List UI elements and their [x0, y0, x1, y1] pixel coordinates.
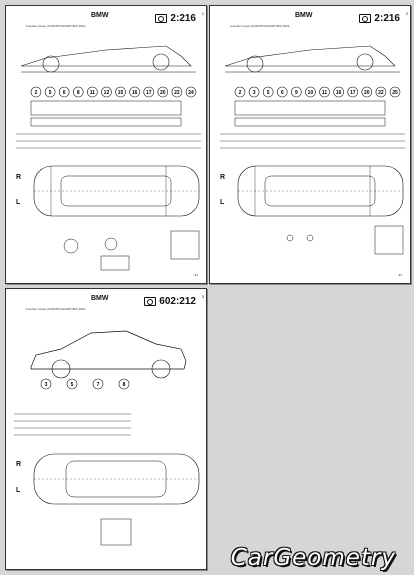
measurement-point-row [31, 87, 196, 97]
point-number: 12 [103, 90, 110, 96]
point-number: 17 [349, 90, 356, 96]
brand-label: BMW [91, 12, 109, 19]
right-side-label: R [16, 461, 22, 468]
point-number: 15 [117, 90, 124, 96]
sheet-index: 3 [201, 294, 204, 299]
point-number: 8 [76, 90, 80, 96]
point-number: 2 [34, 90, 38, 96]
underbody-diagram [6, 6, 206, 283]
left-side-label: L [16, 199, 21, 206]
reference-code: 602:212 [144, 296, 196, 307]
measurement-point-row [235, 87, 400, 97]
diagram-page-2 [209, 5, 411, 284]
point-number: 3 [252, 90, 256, 96]
point-number: 9 [294, 90, 298, 96]
point-number: 11 [321, 90, 328, 96]
page-number: 97 [194, 273, 198, 277]
point-number: 17 [145, 90, 152, 96]
right-side-label: R [16, 174, 22, 181]
point-number: 22 [378, 90, 384, 96]
point-number: 16 [335, 90, 342, 96]
reference-code: 2:216 [155, 13, 196, 24]
underbody-diagram [210, 6, 410, 283]
point-number: 6 [62, 90, 66, 96]
point-number: 6 [280, 90, 284, 96]
measurement-point-row [41, 379, 129, 389]
point-number: 5 [48, 90, 52, 96]
right-side-label: R [220, 174, 226, 181]
point-number: 8 [122, 382, 126, 388]
point-number: 16 [131, 90, 138, 96]
point-number: 7 [96, 382, 100, 388]
sheet-index: 1 [201, 11, 204, 16]
point-number: 24 [188, 90, 194, 96]
point-number: 5 [70, 382, 74, 388]
brand-label: BMW [295, 12, 313, 19]
point-number: 2 [238, 90, 242, 96]
brand-label: BMW [91, 295, 109, 302]
diagram-page-1 [5, 5, 207, 284]
point-number: 20 [364, 90, 370, 96]
page-subtitle: 2-series Coupe (F22/F87/G42/F87/M2) 2021- [230, 24, 291, 28]
page-subtitle: 2-series Coupe (F22/F87/G42/F87/M2) 2021- [26, 24, 87, 28]
point-number: 20 [160, 90, 166, 96]
point-number: 3 [44, 382, 48, 388]
body-side-diagram [6, 289, 206, 569]
diagram-page-3 [5, 288, 207, 570]
point-number: 5 [266, 90, 270, 96]
point-number: 11 [89, 90, 96, 96]
point-number: 22 [174, 90, 180, 96]
left-side-label: L [220, 199, 225, 206]
point-number: 25 [392, 90, 398, 96]
page-subtitle: 2-series Coupe (F22/F87/G42/F87/M2) 2021- [26, 307, 87, 311]
point-number: 10 [307, 90, 314, 96]
watermark-logo: CarGeometry [230, 545, 396, 571]
reference-code: 2:216 [359, 13, 400, 24]
left-side-label: L [16, 487, 21, 494]
page-number: 97 [398, 273, 402, 277]
sheet-index: 2 [405, 11, 408, 16]
